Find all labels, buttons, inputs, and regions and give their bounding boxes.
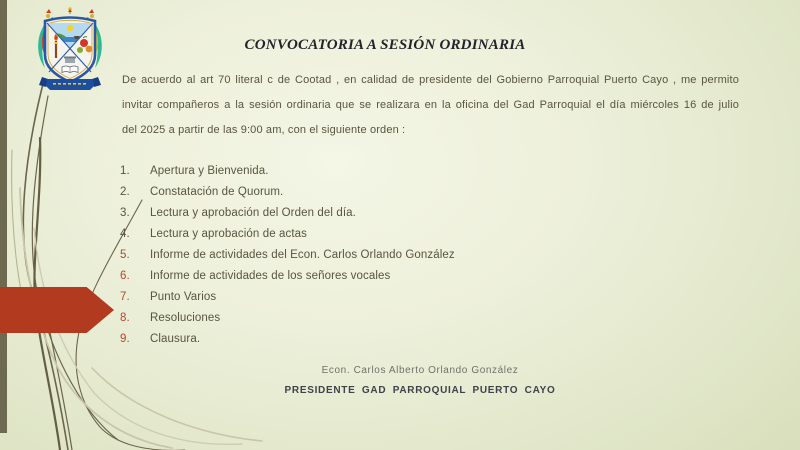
agenda-item-text: Punto Varios: [150, 291, 217, 303]
agenda-item-number: 7.: [120, 291, 130, 303]
signature-name: Econ. Carlos Alberto Orlando González: [321, 365, 519, 376]
agenda-item: [120, 245, 700, 266]
shield-icon: [45, 18, 95, 83]
agenda-item: [120, 224, 700, 245]
agenda-item-number: 4.: [120, 228, 130, 240]
agenda-item: [120, 329, 700, 350]
slide-title: CONVOCATORIA A SESIÓN ORDINARIA: [244, 37, 526, 53]
intro-paragraph: [122, 68, 739, 143]
paragraph-line: del 2025 a partir de las 9:00 am, con el siguiente orden :: [122, 124, 406, 136]
red-arrow-decoration: [0, 287, 114, 333]
coat-of-arms-emblem: [31, 6, 109, 92]
signature-role: PRESIDENTE GAD PARROQUIAL PUERTO CAYO: [284, 385, 556, 396]
agenda-item-number: 8.: [120, 312, 130, 324]
paragraph-line: De acuerdo al art 70 literal c de Cootad , en calidad de presidente del Gobierno Parroquial Puerto Cayo , me permito: [122, 74, 739, 86]
agenda-item-text: Clausura.: [150, 333, 201, 345]
agenda-item-text: Apertura y Bienvenida.: [150, 165, 269, 177]
signature-block: [120, 364, 720, 397]
agenda-item-text: Constatación de Quorum.: [150, 186, 284, 198]
agenda-list: [120, 161, 700, 350]
paragraph-line: invitar compañeros a la sesión ordinaria que se realizara en la oficina del Gad Parroquial el día miércoles 16 de julio: [122, 99, 739, 111]
agenda-item-number: 6.: [120, 270, 130, 282]
agenda-item: [120, 287, 700, 308]
agenda-item-number: 9.: [120, 333, 130, 345]
agenda-item-number: 2.: [120, 186, 130, 198]
agenda-item: [120, 203, 700, 224]
agenda-item: [120, 161, 700, 182]
agenda-item-text: Informe de actividades de los señores vocales: [150, 270, 391, 282]
agenda-item: [120, 266, 700, 287]
agenda-item-text: Informe de actividades del Econ. Carlos Orlando González: [150, 249, 455, 261]
agenda-item-text: Resoluciones: [150, 312, 221, 324]
agenda-item-number: 3.: [120, 207, 130, 219]
agenda-item-text: Lectura y aprobación del Orden del día.: [150, 207, 356, 219]
agenda-item: [120, 182, 700, 203]
top-finial-icon: [68, 7, 72, 14]
agenda-item-number: 1.: [120, 165, 130, 177]
agenda-item-text: Lectura y aprobación de actas: [150, 228, 307, 240]
agenda-item-number: 5.: [120, 249, 130, 261]
agenda-item: [120, 308, 700, 329]
left-olive-bar: [0, 0, 7, 433]
